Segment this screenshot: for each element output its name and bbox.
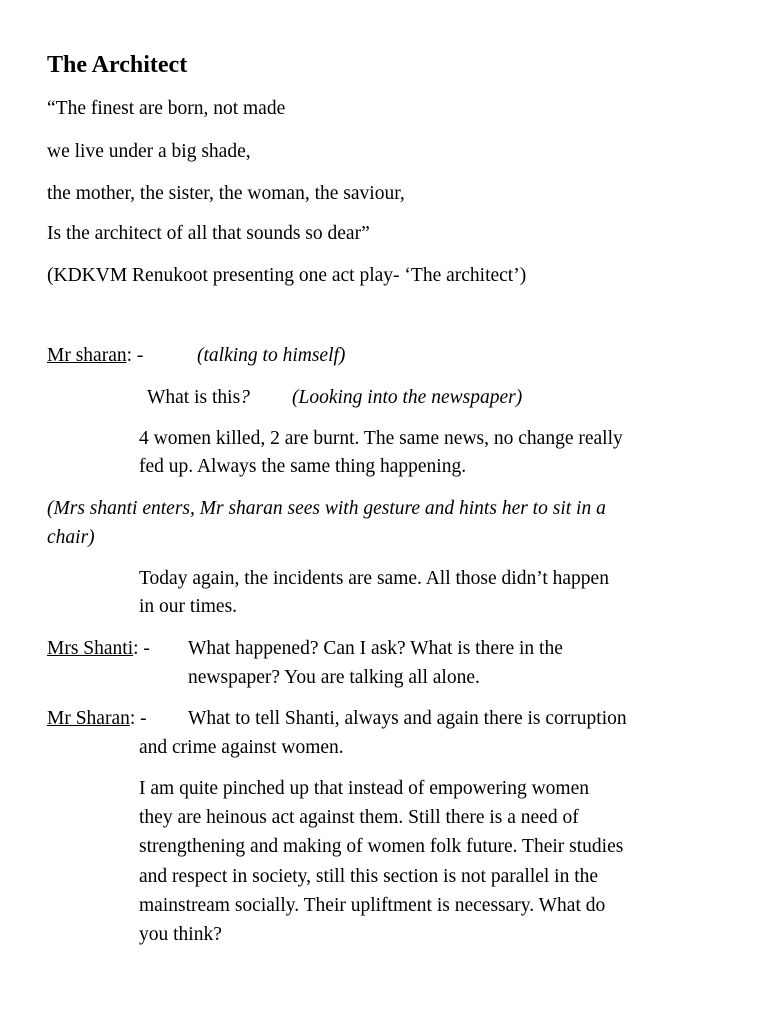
dialogue-line: fed up. Always the same thing happening. (139, 456, 467, 477)
dialogue-text: What is this (147, 387, 241, 408)
dialogue-line: I am quite pinched up that instead of empowering women (139, 778, 590, 799)
dialogue-line: and respect in society, still this section is not parallel in the (139, 866, 599, 887)
dialogue-line-what-is-this (147, 384, 523, 412)
dialogue-line: you think? (139, 924, 222, 945)
stage-direction-line: (Mrs shanti enters, Mr sharan sees with gesture and hints her to sit in a (47, 498, 606, 519)
dialogue-mr-sharan-2 (47, 705, 627, 733)
stage-direction: (Looking into the newspaper) (292, 387, 523, 408)
dialogue-line: newspaper? You are talking all alone. (188, 667, 480, 688)
document-title: The Architect (47, 52, 188, 78)
poem-line-1: “The finest are born, not made (47, 98, 286, 119)
speaker-separator: : - (126, 345, 144, 366)
dialogue-line: they are heinous act against them. Still there is a need of (139, 807, 579, 828)
speaker-separator: : - (133, 638, 150, 659)
stage-direction: (talking to himself) (197, 345, 346, 366)
dialogue-text: What to tell Shanti, always and again there is corruption (188, 708, 627, 729)
stage-direction-line: chair) (47, 527, 95, 548)
dialogue-line: 4 women killed, 2 are burnt. The same news, no change really (139, 428, 623, 449)
poem-line-4: Is the architect of all that sounds so dear” (47, 223, 370, 244)
dialogue-mr-sharan-1 (47, 342, 346, 370)
speaker-name: Mr sharan (47, 345, 127, 366)
intro-line: (KDKVM Renukoot presenting one act play- ‘The architect’) (47, 265, 527, 286)
dialogue-text: What happened? Can I ask? What is there in the (188, 638, 563, 659)
speaker-name: Mrs Shanti (47, 638, 134, 659)
poem-line-3: the mother, the sister, the woman, the saviour, (47, 183, 405, 204)
dialogue-line: strengthening and making of women folk future. Their studies (139, 836, 624, 857)
dialogue-line: mainstream socially. Their upliftment is necessary. What do (139, 895, 606, 916)
dialogue-mrs-shanti (47, 635, 563, 663)
question-mark: ? (240, 387, 250, 408)
poem-line-2: we live under a big shade, (47, 141, 251, 162)
speaker-name: Mr Sharan (47, 708, 130, 729)
dialogue-line: in our times. (139, 596, 238, 617)
dialogue-line: and crime against women. (139, 737, 344, 758)
speaker-separator: : - (129, 708, 147, 729)
dialogue-line: Today again, the incidents are same. All those didn’t happen (139, 568, 609, 589)
